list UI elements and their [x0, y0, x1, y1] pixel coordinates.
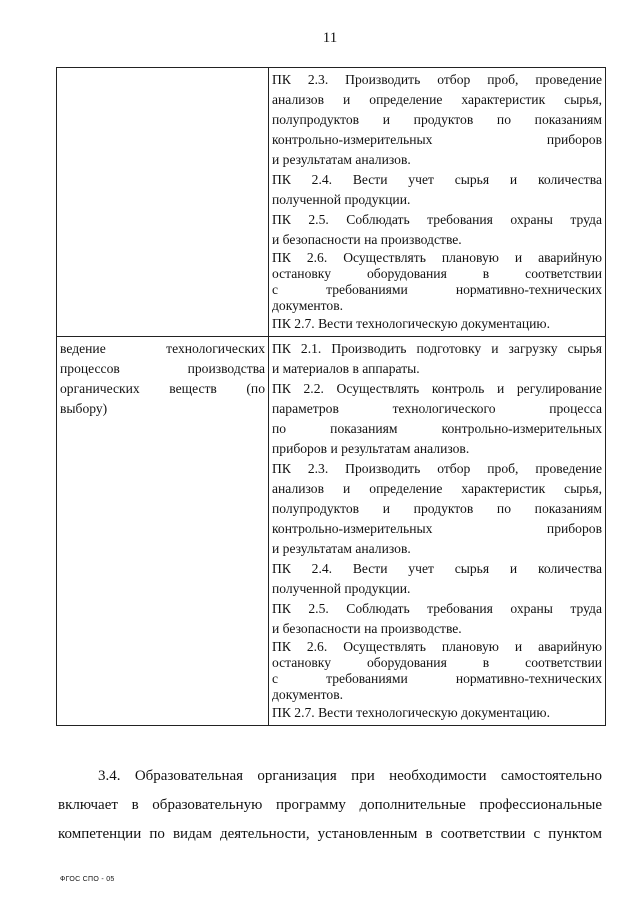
competency-item — [272, 170, 602, 210]
text-line: ПК 2.5. Соблюдать требования охраны труда — [272, 212, 602, 227]
text-line: ПК 2.7. Вести технологическую документацию. — [272, 705, 550, 720]
footer-label: ФГОС СПО - 05 — [60, 876, 115, 883]
text-line: процессов производства — [60, 361, 265, 376]
text-line: ПК 2.1. Производить подготовку и загрузку сырья — [272, 341, 602, 356]
text-line: полученной продукции. — [272, 581, 411, 596]
competency-item — [272, 70, 602, 170]
text-line: ПК 2.6. Осуществлять плановую и аварийную — [272, 639, 602, 654]
paragraph-line: компетенции по видам деятельности, установленным в соответствии с пунктом — [58, 826, 602, 842]
text-line: ПК 2.4. Вести учет сырья и количества — [272, 561, 602, 576]
page-number: 11 — [322, 30, 338, 46]
competency-item — [272, 250, 602, 314]
text-line: и результатам анализов. — [272, 541, 411, 556]
text-line: по показаниям контрольно-измерительных — [272, 421, 602, 436]
text-line: ведение технологических — [60, 341, 265, 356]
competency-item — [272, 459, 602, 559]
competency-item — [272, 210, 602, 250]
text-line: полупродуктов и продуктов по показаниям — [272, 112, 602, 127]
text-line: и безопасности на производстве. — [272, 232, 462, 247]
text-line: ПК 2.4. Вести учет сырья и количества — [272, 172, 602, 187]
text-line: анализов и определение характеристик сырья, — [272, 481, 602, 496]
competency-item — [272, 339, 602, 379]
text-line: органических веществ (по — [60, 381, 265, 396]
table-row — [57, 337, 606, 726]
text-line: с требованиями нормативно-технических — [272, 282, 602, 297]
text-line: ПК 2.5. Соблюдать требования охраны труда — [272, 601, 602, 616]
text-line: и безопасности на производстве. — [272, 621, 462, 636]
body-paragraph — [58, 762, 602, 849]
text-line: контрольно-измерительных приборов — [272, 521, 602, 536]
competency-table — [56, 67, 606, 726]
text-line: параметров технологического процесса — [272, 401, 602, 416]
activity-cell — [57, 337, 269, 726]
text-line: и результатам анализов. — [272, 152, 411, 167]
competencies-cell — [269, 337, 606, 726]
text-line: анализов и определение характеристик сырья, — [272, 92, 602, 107]
text-line: ПК 2.7. Вести технологическую документацию. — [272, 316, 550, 331]
competency-item — [272, 703, 602, 723]
text-line: полученной продукции. — [272, 192, 411, 207]
text-line: ПК 2.6. Осуществлять плановую и аварийную — [272, 250, 602, 265]
text-line: контрольно-измерительных приборов — [272, 132, 602, 147]
text-line: ПК 2.3. Производить отбор проб, проведение — [272, 461, 602, 476]
activity-name — [60, 339, 265, 419]
paragraph-line: 3.4. Образовательная организация при необходимости самостоятельно — [98, 768, 602, 784]
text-line: выбору) — [60, 401, 108, 416]
text-line: остановку оборудования в соответствии — [272, 266, 602, 281]
text-line: ПК 2.3. Производить отбор проб, проведение — [272, 72, 602, 87]
text-line: приборов и результатам анализов. — [272, 441, 470, 456]
competency-item — [272, 314, 602, 334]
activity-cell — [57, 68, 269, 337]
paragraph-line: включает в образовательную программу дополнительные профессиональные — [58, 797, 602, 813]
text-line: документов. — [272, 687, 344, 702]
text-line: полупродуктов и продуктов по показаниям — [272, 501, 602, 516]
text-line: документов. — [272, 298, 344, 313]
competency-item — [272, 559, 602, 599]
competency-item — [272, 639, 602, 703]
text-line: с требованиями нормативно-технических — [272, 671, 602, 686]
competency-item — [272, 599, 602, 639]
text-line: и материалов в аппараты. — [272, 361, 420, 376]
table-row — [57, 68, 606, 337]
text-line: ПК 2.2. Осуществлять контроль и регулирование — [272, 381, 602, 396]
competency-item — [272, 379, 602, 459]
competencies-cell — [269, 68, 606, 337]
text-line: остановку оборудования в соответствии — [272, 655, 602, 670]
